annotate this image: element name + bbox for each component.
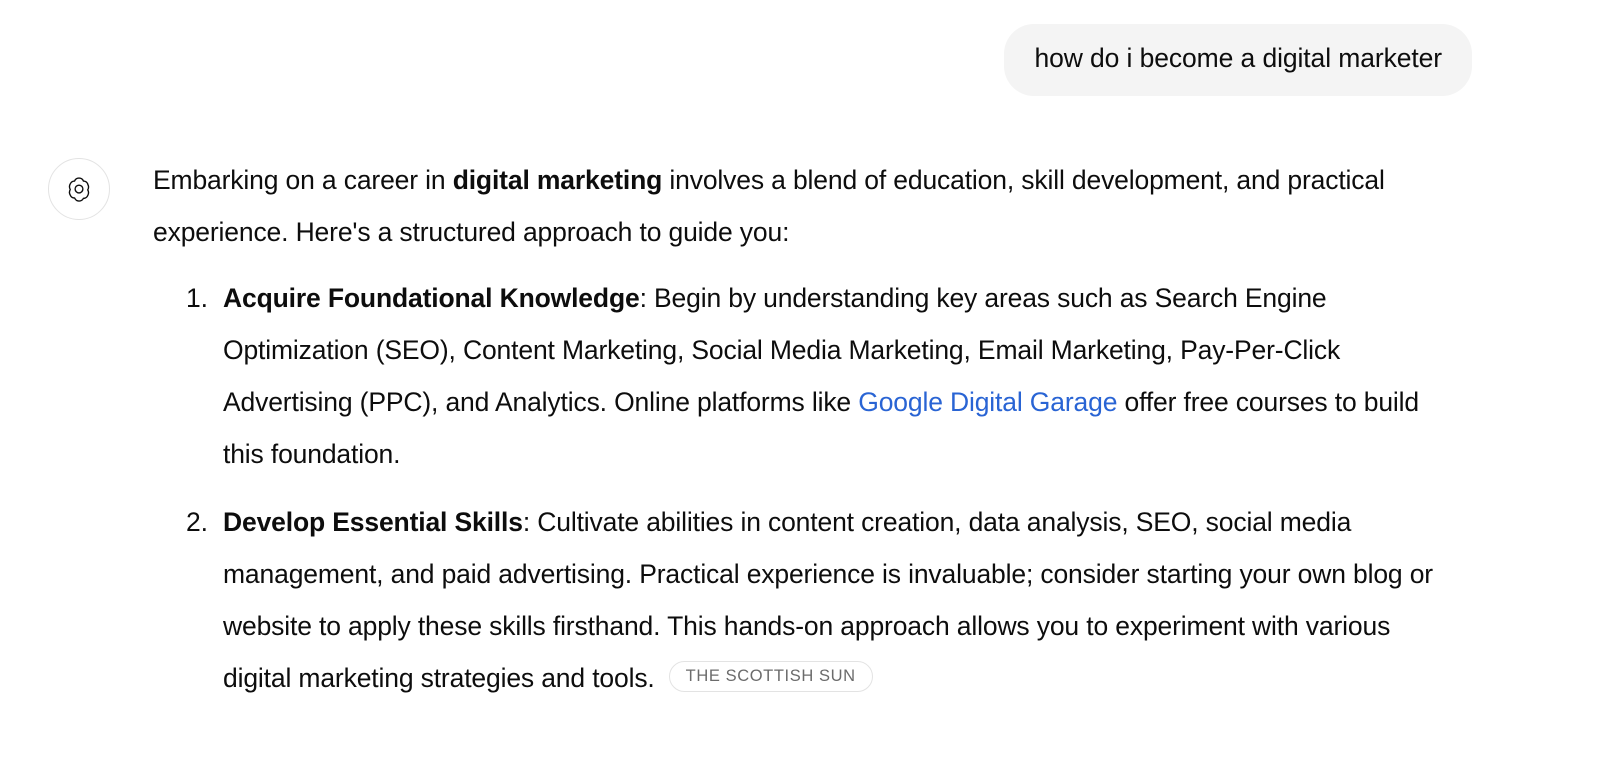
list-item (215, 496, 1450, 704)
step-text-part1: : Cultivate abilities in content creation, data analysis, SEO, social media management, and paid advertising. Practical experience is invaluable; consider starting your own blog or website to apply these skills firsthand. This hands-on approach allows you to experiment with various digital marketing strategies and tools. (223, 506, 1433, 693)
google-digital-garage-link[interactable]: Google Digital Garage (858, 386, 1118, 417)
intro-bold-phrase: digital marketing (452, 164, 663, 195)
user-message-row (0, 0, 1600, 96)
assistant-message-body (153, 154, 1450, 720)
list-item (215, 272, 1450, 480)
step-text-part2: offer free courses to build this foundation. (223, 386, 1419, 469)
assistant-intro-paragraph (153, 154, 1450, 258)
intro-text-part1: Embarking on a career in (153, 164, 453, 195)
steps-list (153, 272, 1450, 704)
assistant-message-row (0, 96, 1600, 720)
openai-logo-icon (64, 174, 94, 204)
step-text-part1: : Begin by understanding key areas such as Search Engine Optimization (SEO), Content Marketing, Social Media Marketing, Email Marketing, Pay-Per-Click Advertising (PPC), and Analytics. Online platforms like (223, 282, 1341, 417)
user-message-bubble: how do i become a digital marketer (1004, 24, 1472, 96)
source-citation-chip[interactable]: THE SCOTTISH SUN (669, 661, 873, 692)
avatar (48, 158, 110, 220)
step-title: Acquire Foundational Knowledge (223, 282, 640, 313)
intro-text-part2: involves a blend of education, skill development, and practical experience. Here's a structured approach to guide you: (153, 164, 1385, 247)
step-title: Develop Essential Skills (223, 506, 523, 537)
